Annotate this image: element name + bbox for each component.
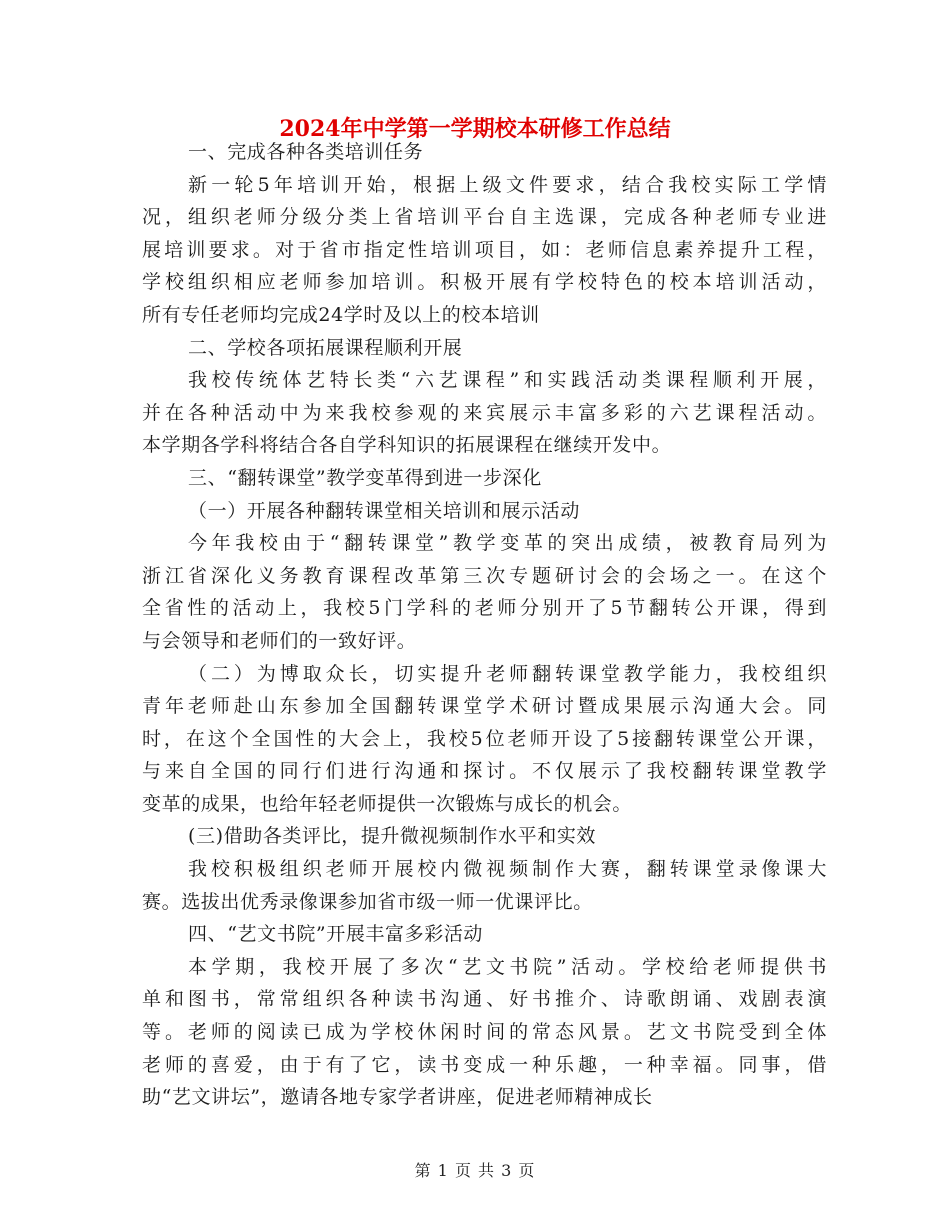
section-heading-3: 三、“翻转课堂”教学变革得到进一步深化 [188,466,542,489]
paragraph-line: 本学期，我校开展了多次“艺文书院”活动。学校给老师提供书 [188,955,827,978]
paragraph-line: （二）为博取众长，切实提升老师翻转课堂教学能力，我校组织 [188,662,827,685]
paragraph-line: 青年老师赴山东参加全国翻转课堂学术研讨暨成果展示沟通大会。同 [142,695,827,718]
paragraph-line: 助“艺文讲坛”，邀请各地专家学者讲座，促进老师精神成长 [142,1086,653,1109]
paragraph-line: 全省性的活动上，我校5门学科的老师分别开了5节翻转公开课，得到 [142,597,827,620]
paragraph-line: 本学期各学科将结合各自学科知识的拓展课程在继续开发中。 [142,434,672,457]
paragraph-line: 单和图书，常常组织各种读书沟通、好书推介、诗歌朗诵、戏剧表演 [142,988,827,1011]
paragraph-line: 所有专任老师均完成24学时及以上的校本培训 [142,303,540,326]
paragraph-line: 新一轮5年培训开始，根据上级文件要求，结合我校实际工学情 [188,173,827,196]
paragraph-line: 赛。选拔出优秀录像课参加省市级一师一优课评比。 [142,890,593,913]
paragraph-line: 等。老师的阅读已成为学校休闲时间的常态风景。艺文书院受到全体 [142,1021,827,1044]
paragraph-line: 学校组织相应老师参加培训。积极开展有学校特色的校本培训活动， [142,271,827,294]
document-body [142,136,827,1114]
paragraph-line: 展培训要求。对于省市指定性培训项目，如：老师信息素养提升工程， [142,238,827,261]
paragraph-line: 与会领导和老师们的一致好评。 [142,629,417,652]
document-title: 2024年中学第一学期校本研修工作总结 [279,116,671,142]
paragraph-line: 我校积极组织老师开展校内微视频制作大赛，翻转课堂录像课大 [188,858,827,881]
paragraph-line: 时，在这个全国性的大会上，我校5位老师开设了5接翻转课堂公开课， [142,727,827,750]
section-heading-4: 四、“艺文书院”开展丰富多彩活动 [188,923,484,946]
paragraph-line: 我校传统体艺特长类“六艺课程”和实践活动类课程顺利开展， [188,369,827,392]
subsection-heading-1: （一）开展各种翻转课堂相关培训和展示活动 [188,499,581,522]
paragraph-line: 变革的成果，也给年轻老师提供一次锻炼与成长的机会。 [142,792,633,815]
subsection-heading-3: (三)借助各类评比，提升微视频制作水平和实效 [188,825,597,848]
section-heading-1: 一、完成各种各类培训任务 [188,141,424,163]
paragraph-line: 况，组织老师分级分类上省培训平台自主选课，完成各种老师专业进 [142,206,827,229]
paragraph-line: 今年我校由于“翻转课堂”教学变革的突出成绩，被教育局列为 [188,532,827,555]
paragraph-line: 老师的喜爱，由于有了它，读书变成一种乐趣，一种幸福。同事，借 [142,1053,827,1076]
page-number-footer: 第 1 页 共 3 页 [414,1161,536,1180]
paragraph-line: 浙江省深化义务教育课程改革第三次专题研讨会的会场之一。在这个 [142,564,827,587]
section-heading-2: 二、学校各项拓展课程顺利开展 [188,336,463,359]
paragraph-line: 与来自全国的同行们进行沟通和探讨。不仅展示了我校翻转课堂教学 [142,760,827,783]
paragraph-line: 并在各种活动中为来我校参观的来宾展示丰富多彩的六艺课程活动。 [142,401,827,424]
